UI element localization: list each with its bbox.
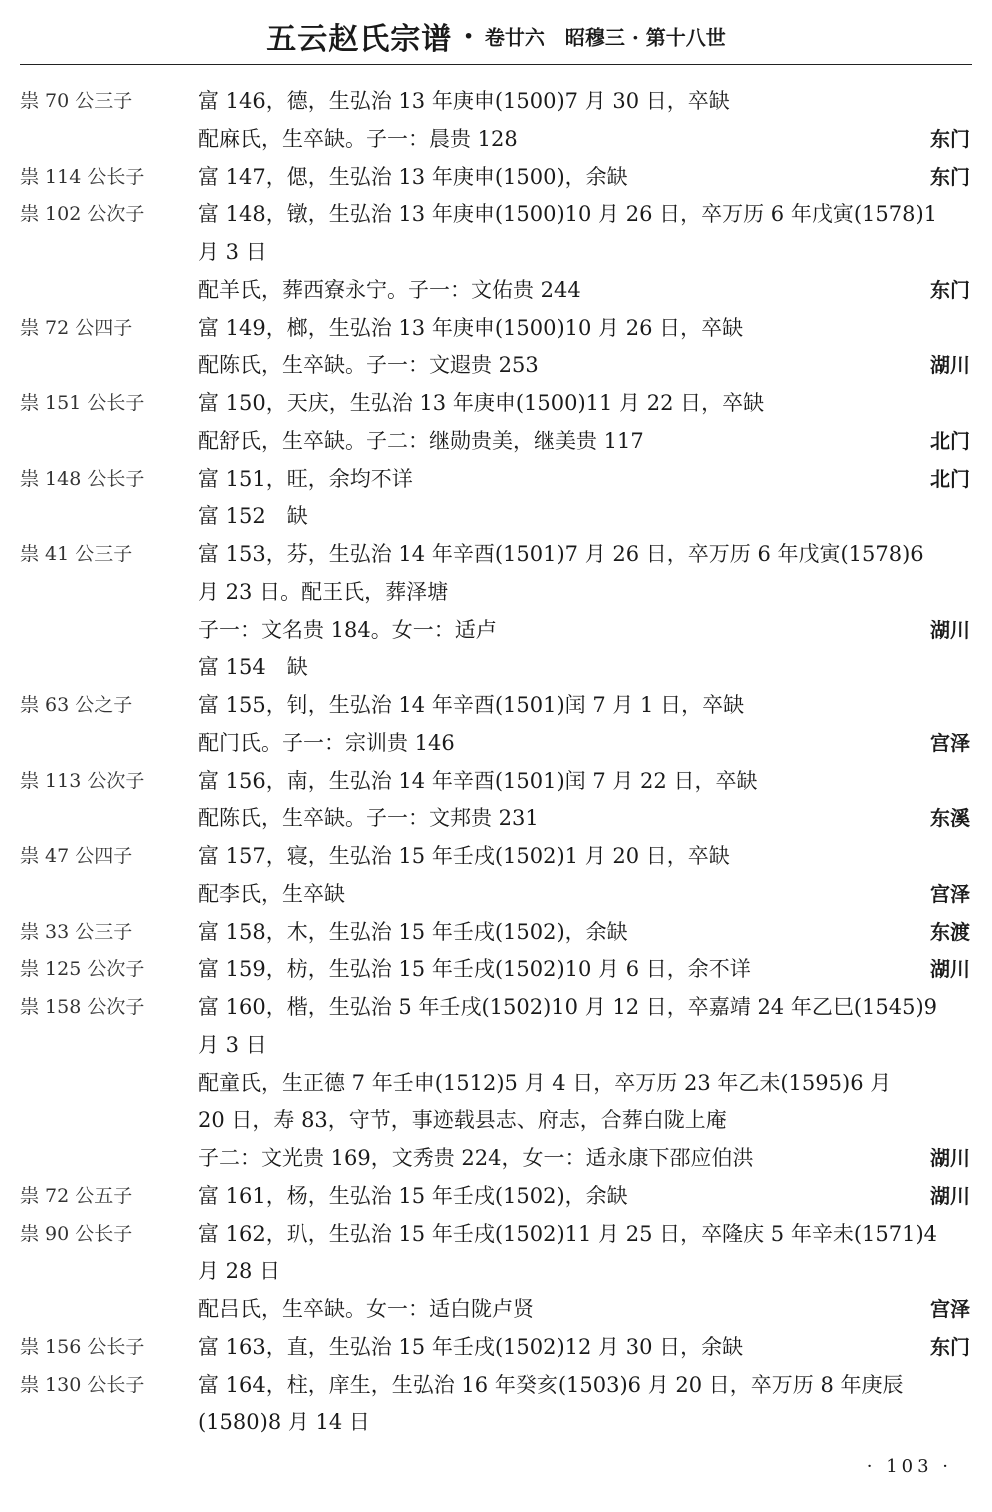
entry-text: 富 146，德，生弘治 13 年庚申(1500)7 月 30 日，卒缺 [198, 89, 730, 113]
branch-location: 东溪 [930, 806, 970, 831]
entry-text: (1580)8 月 14 日 [198, 1410, 370, 1435]
entry-text: 配麻氏，生卒缺。子一：晨贵 128 [198, 126, 518, 151]
entry-text: 富 159，枋，生弘治 15 年壬戌(1502)10 月 6 日，余不详 [198, 957, 751, 982]
entry-text: 配陈氏，生卒缺。子一：文遐贵 253 [198, 353, 539, 378]
entry-text: 富 162，玐，生弘治 15 年壬戌(1502)11 月 25 日，卒隆庆 5 年辛未(1571)4 [198, 1221, 938, 1246]
entry-line [0, 988, 992, 1026]
entry-line [0, 686, 992, 724]
entry-line [0, 1177, 992, 1215]
branch-location: 湖川 [930, 1183, 970, 1208]
entry-text: 富 160，楷，生弘治 5 年壬戌(1502)10 月 12 日，卒嘉靖 24 年乙巳(1545)9 [198, 995, 938, 1019]
page-number: · 103 · [866, 1456, 952, 1477]
branch-location: 湖川 [930, 1146, 970, 1170]
entry-text: 月 28 日 [198, 1259, 281, 1284]
entry-line [0, 384, 992, 422]
entry-line [0, 648, 992, 686]
branch-location: 东门 [930, 126, 970, 151]
entry-line [0, 913, 992, 951]
parent-reference: 祟 148 公长子 [20, 467, 145, 490]
parent-reference: 祟 63 公之子 [20, 694, 133, 716]
branch-location: 湖川 [930, 957, 970, 982]
entry-line [0, 497, 992, 535]
entry-line [0, 573, 992, 611]
entry-text: 富 149，榔，生弘治 13 年庚申(1500)10 月 26 日，卒缺 [198, 315, 744, 340]
entry-line [0, 422, 992, 460]
branch-location: 东门 [930, 164, 970, 189]
parent-reference: 祟 130 公长子 [20, 1373, 145, 1396]
parent-reference: 祟 151 公长子 [20, 392, 145, 414]
branch-location: 北门 [930, 466, 970, 491]
entry-line [0, 195, 992, 233]
entry-line [0, 120, 992, 158]
parent-reference: 祟 156 公长子 [20, 1335, 145, 1358]
entry-text: 富 152 缺 [198, 504, 308, 529]
entry-line [0, 611, 992, 649]
entry-text: 配羊氏，葬西寮永宁。子一：文佑贵 244 [198, 277, 581, 302]
entry-line [0, 1026, 992, 1064]
parent-reference: 祟 102 公次子 [20, 203, 145, 226]
entry-text: 20 日，寿 83，守节，事迹载县志、府志，合葬白陇上庵 [198, 1108, 727, 1133]
entry-text: 配李氏，生卒缺 [198, 881, 345, 906]
entry-line [0, 875, 992, 913]
entry-line [0, 837, 992, 875]
entry-text: 富 154 缺 [198, 655, 308, 680]
branch-location: 北门 [930, 428, 970, 453]
entry-text: 富 163，直，生弘治 15 年壬戌(1502)12 月 30 日，余缺 [198, 1334, 744, 1359]
branch-location: 宫泽 [930, 881, 970, 906]
entry-text: 富 148，镦，生弘治 13 年庚申(1500)10 月 26 日，卒万历 6 年戊寅(1578)1 [198, 202, 938, 227]
entry-line [0, 233, 992, 271]
entry-text: 富 150，天庆，生弘治 13 年庚申(1500)11 月 22 日，卒缺 [198, 391, 765, 415]
entry-line [0, 799, 992, 837]
branch-location: 东门 [930, 277, 970, 302]
entry-text: 子二：文光贵 169，文秀贵 224，女一：适永康下邵应伯洪 [198, 1146, 754, 1170]
entry-text: 富 157，寝，生弘治 15 年壬戌(1502)1 月 20 日，卒缺 [198, 844, 730, 868]
entry-text: 富 147，偲，生弘治 13 年庚申(1500)，余缺 [198, 164, 628, 189]
parent-reference: 祟 90 公长子 [20, 1222, 133, 1245]
entry-text: 富 161，杨，生弘治 15 年壬戌(1502)，余缺 [198, 1183, 628, 1208]
entry-line [0, 1215, 992, 1253]
branch-location: 湖川 [930, 353, 970, 378]
parent-reference: 祟 47 公四子 [20, 845, 133, 867]
title-separator: · [463, 18, 474, 54]
parent-reference: 祟 113 公次子 [20, 769, 145, 792]
branch-location: 宫泽 [930, 730, 970, 755]
branch-location: 东门 [930, 1334, 970, 1359]
entry-line [0, 1403, 992, 1441]
entry-line [0, 762, 992, 800]
entry-text: 月 3 日 [198, 240, 267, 264]
entry-line [0, 309, 992, 347]
entry-text: 富 155，钊，生弘治 14 年辛酉(1501)闰 7 月 1 日，卒缺 [198, 693, 745, 717]
branch-location: 湖川 [930, 617, 970, 642]
volume-subtitle: 卷廿六 昭穆三 · 第十八世 [484, 25, 726, 50]
page-header [0, 14, 992, 62]
entry-line [0, 1290, 992, 1328]
entry-line [0, 1252, 992, 1290]
entry-text: 富 151，旺，余均不详 [198, 466, 413, 491]
entry-line [0, 460, 992, 498]
parent-reference: 祟 41 公三子 [20, 543, 133, 565]
entry-line [0, 950, 992, 988]
entry-line [0, 158, 992, 196]
entry-text: 富 156，南，生弘治 14 年辛酉(1501)闰 7 月 22 日，卒缺 [198, 768, 758, 793]
parent-reference: 祟 125 公次子 [20, 958, 145, 981]
entry-line [0, 1139, 992, 1177]
entry-line [0, 724, 992, 762]
entry-line [0, 1064, 992, 1102]
entry-text: 配门氏。子一：宗训贵 146 [198, 730, 455, 755]
parent-reference: 祟 72 公四子 [20, 316, 133, 339]
entry-text: 富 164，柱，庠生，生弘治 16 年癸亥(1503)6 月 20 日，卒万历 8 年庚辰 [198, 1372, 904, 1397]
entry-line [0, 1366, 992, 1404]
entry-line [0, 82, 992, 120]
branch-location: 东渡 [930, 919, 970, 944]
parent-reference: 祟 33 公三子 [20, 920, 133, 943]
branch-location: 宫泽 [930, 1297, 970, 1321]
entry-line [0, 535, 992, 573]
entry-text: 配陈氏，生卒缺。子一：文邦贵 231 [198, 806, 539, 831]
entry-text: 配童氏，生正德 7 年壬申(1512)5 月 4 日，卒万历 23 年乙未(1595)6 月 [198, 1070, 892, 1095]
entry-line [0, 1328, 992, 1366]
entry-line [0, 271, 992, 309]
entry-text: 富 158，木，生弘治 15 年壬戌(1502)，余缺 [198, 919, 628, 944]
entry-text: 富 153，芬，生弘治 14 年辛酉(1501)7 月 26 日，卒万历 6 年戊寅(1578)6 [198, 542, 924, 566]
entry-line [0, 1101, 992, 1139]
entry-text: 配舒氏，生卒缺。子二：继勋贵美，继美贵 117 [198, 428, 644, 453]
parent-reference: 祟 158 公次子 [20, 996, 145, 1018]
header-rule [20, 64, 972, 65]
entry-text: 月 23 日。配王氏，葬泽塘 [198, 579, 449, 604]
parent-reference: 祟 72 公五子 [20, 1184, 133, 1207]
entry-line [0, 346, 992, 384]
book-title: 五云赵氏宗谱 [266, 22, 453, 57]
entry-text: 月 3 日 [198, 1032, 267, 1057]
entry-text: 子一：文名贵 184。女一：适卢 [198, 617, 497, 642]
parent-reference: 祟 70 公三子 [20, 90, 133, 112]
entry-text: 配吕氏，生卒缺。女一：适白陇卢贤 [198, 1297, 534, 1321]
parent-reference: 祟 114 公长子 [20, 165, 145, 188]
